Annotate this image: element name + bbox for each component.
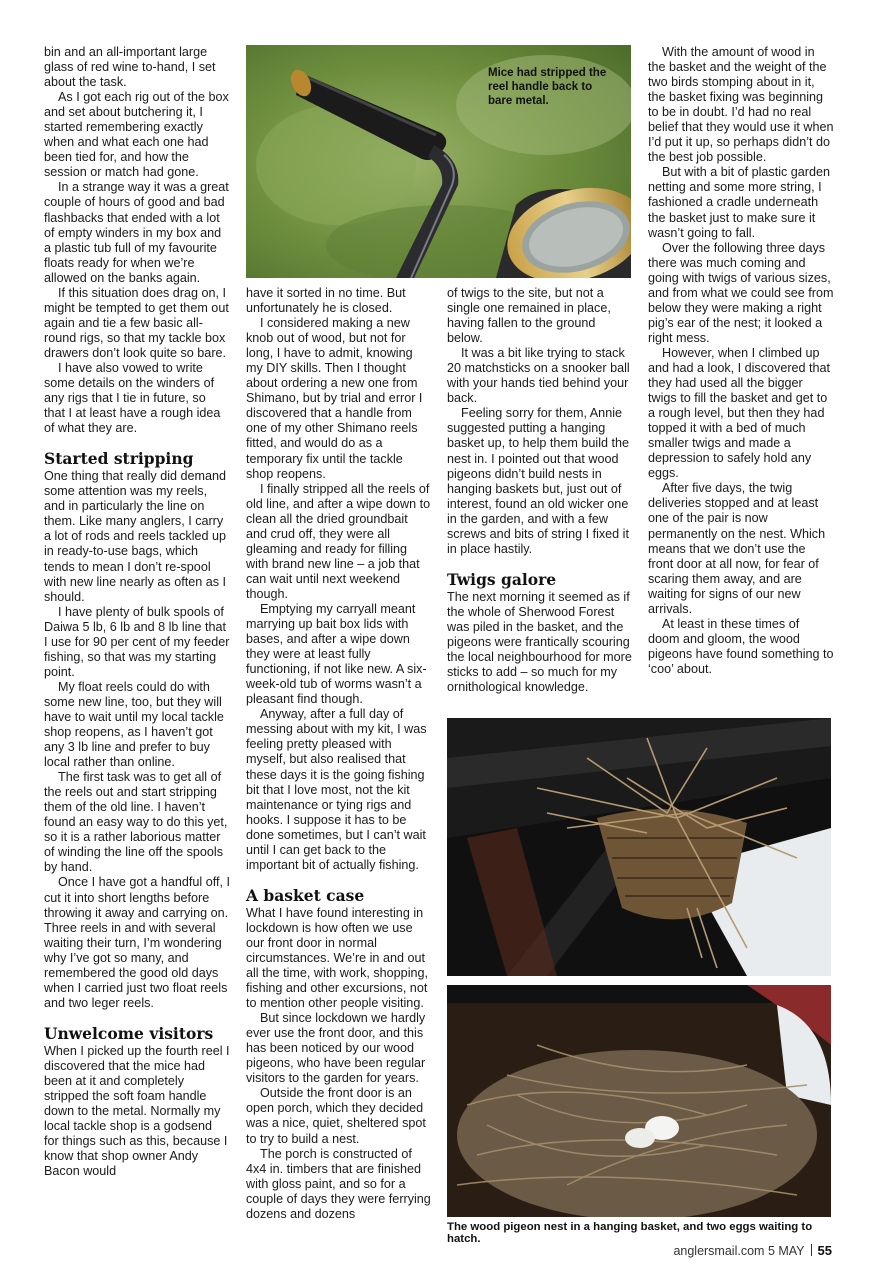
body-paragraph: The first task was to get all of the reels out and start stripping them of the old line. I haven’t found an easy way to do this yet, so it is a rather laborious matter of winding the line off the spools by hand. <box>44 770 228 875</box>
body-paragraph: My float reels could do with some new line, too, but they will have to wait until my local tackle shop reopens, as I haven’t got any 3 lb line and prefer to buy local rather than online. <box>44 679 224 770</box>
nest-basket-photo <box>447 718 831 976</box>
footer-divider <box>811 1244 812 1256</box>
page-number: 55 <box>817 1243 832 1258</box>
article-column-2 <box>246 286 432 1222</box>
article-column-3 <box>447 286 633 695</box>
body-paragraph: Once I have got a handful off, I cut it into short lengths before throwing it away and carrying on. Three reels in and with several waiting their turn, I’m wondering why I’ve got so many, and remembered the good old days when I carried just two float reels and two leger reels. <box>44 875 231 1010</box>
body-paragraph: One thing that really did demand some attention was my reels, and in particularly the line on them. Like many anglers, I carry a lot of rods and reels tackled up in ready-to-use bags, which tends to mean I don’t re-spool with new line nearly as often as I should. <box>44 469 227 604</box>
body-paragraph: If this situation does drag on, I might be tempted to get them out again and tie a few basic all-round rigs, so that my tackle box drawers don’t look quite so bare. <box>44 285 229 360</box>
body-paragraph: The next morning it seemed as if the whole of Sherwood Forest was piled in the basket, and the pigeons were frantically scouring the local neighbourhood for more sticks to add – so much for my ornithological knowledge. <box>447 589 632 695</box>
footer-date: 5 MAY <box>767 1244 805 1258</box>
body-paragraph: I have also vowed to write some details on the winders of any rigs that I tie in future, so that I at least have a rough idea of what they are. <box>44 360 221 436</box>
body-paragraph: But since lockdown we hardly ever use the front door, and this has been noticed by our wood pigeons, who have been regular visitors to the garden for years. <box>246 1011 426 1086</box>
body-paragraph: But with a bit of plastic garden netting and some more string, I fashioned a cradle underneath the basket just to make sure it wasn’t going to fall. <box>648 165 831 240</box>
body-paragraph: I have plenty of bulk spools of Daiwa 5 lb, 6 lb and 8 lb line that I use for 90 per cent of my feeder fishing, so that was my starting point. <box>44 604 230 679</box>
body-paragraph: of twigs to the site, but not a single one remained in place, having fallen to the ground below. <box>447 286 611 346</box>
footer-site: anglersmail.com <box>673 1244 765 1258</box>
body-paragraph: I considered making a new knob out of wood, but not for long, I have to admit, knowing my DIY skills. Then I thought about ordering a new one from Shimano, but by trial and error I discovered that a handle from one of my other Shimano reels fitted, and would do as a temporary fix until the tackle shop reopens. <box>246 316 423 481</box>
body-paragraph: Feeling sorry for them, Annie suggested putting a hanging basket up, to help them build the nest in. I pointed out that wood pigeons didn’t build nests in hanging baskets but, just out of interest, found an old wicker one in the garden, and with a few screws and bits of string I fixed it in place hastily. <box>447 406 630 556</box>
body-paragraph: As I got each rig out of the box and set about butchering it, I started remembering exactly when and what each one had been tied for, and how the session or match had gone. <box>44 90 229 180</box>
body-paragraph: Over the following three days there was much coming and going with twigs of various sizes, and from what we could see from below they were making a right pig’s ear of the nest; it looked a right mess. <box>648 240 834 345</box>
body-paragraph: When I picked up the fourth reel I discovered that the mice had been at it and completely stripped the soft foam handle down to the metal. Normally my local tackle shop is a godsend for things such as this, because I know that shop owner Andy Bacon would <box>44 1043 230 1179</box>
body-paragraph: However, when I climbed up and had a look, I discovered that they had used all the bigger twigs to fill the basket and get to a rough level, but then they had topped it with a bed of much smaller twigs and made a depression to safely hold any eggs. <box>648 345 831 481</box>
section-heading: Started stripping <box>44 449 194 469</box>
body-paragraph: bin and an all-important large glass of red wine to-hand, I set about the task. <box>44 45 216 90</box>
section-heading: Unwelcome visitors <box>44 1023 214 1043</box>
body-paragraph: With the amount of wood in the basket and the weight of the two birds stomping about in it, the basket fixing was beginning to be in doubt. I’d had no real belief that they would use it when I’d put it up, so perhaps didn’t do the best job possible. <box>648 45 834 165</box>
body-paragraph: After five days, the twig deliveries stopped and at least one of the pair is now permanently on the nest. Which means that we don’t use the front door at all now, for fear of scaring them away, and are waiting for signs of our new arrivals. <box>648 481 826 616</box>
section-heading: A basket case <box>246 885 365 905</box>
body-paragraph: The porch is constructed of 4x4 in. timbers that are finished with gloss paint, and so for a couple of days they were ferrying dozens and dozens <box>246 1146 431 1221</box>
body-paragraph: It was a bit like trying to stack 20 matchsticks on a snooker ball with your hands tied behind your back. <box>447 346 630 406</box>
body-paragraph: In a strange way it was a great couple of hours of good and bad flashbacks that ended with a lot of empty winders in my box and a plastic tub full of my favourite floats ready for when we’re allowed on the banks again. <box>44 180 229 285</box>
reel-photo-caption: Mice had stripped the reel handle back to bare metal. <box>488 67 607 107</box>
article-column-4 <box>648 45 834 677</box>
body-paragraph: Emptying my carryall meant marrying up bait box lids with bases, and after a wipe down they were at least fully functioning, if not like new. A six-week-old tub of worms wasn’t a pleasant find though. <box>246 601 427 707</box>
eggs-nest-photo <box>447 985 831 1217</box>
section-heading: Twigs galore <box>447 569 557 589</box>
page-footer <box>673 1243 832 1258</box>
nest-photo-caption: The wood pigeon nest in a hanging basket, and two eggs waiting to hatch. <box>447 1221 813 1245</box>
body-paragraph: Outside the front door is an open porch, which they decided was a nice, quiet, sheltered spot to try to build a nest. <box>246 1086 426 1146</box>
article-column-1 <box>44 45 230 1179</box>
body-paragraph: have it sorted in no time. But unfortunately he is closed. <box>246 286 406 316</box>
body-paragraph: I finally stripped all the reels of old line, and after a wipe down to clean all the dried groundbait and crud off, they were all gleaming and ready for filling with brand new line – a job that can wait until next weekend though. <box>246 481 431 601</box>
body-paragraph: What I have found interesting in lockdown is how often we use our front door in normal circumstances. We’re in and out all the time, with work, shopping, fishing and other excursions, not to mention other people visiting. <box>246 905 428 1011</box>
body-paragraph: At least in these times of doom and gloom, the wood pigeons have found something to ‘coo’ about. <box>648 616 834 676</box>
body-paragraph: Anyway, after a full day of messing about with my kit, I was feeling pretty pleased with myself, but also realised that these days it is the going fishing bit that I love most, not the kit maintenance or tying rigs and hooks. I suppose it has to be done sometimes, but I can’t wait until I can get back to the important bit of actually fishing. <box>246 707 427 872</box>
